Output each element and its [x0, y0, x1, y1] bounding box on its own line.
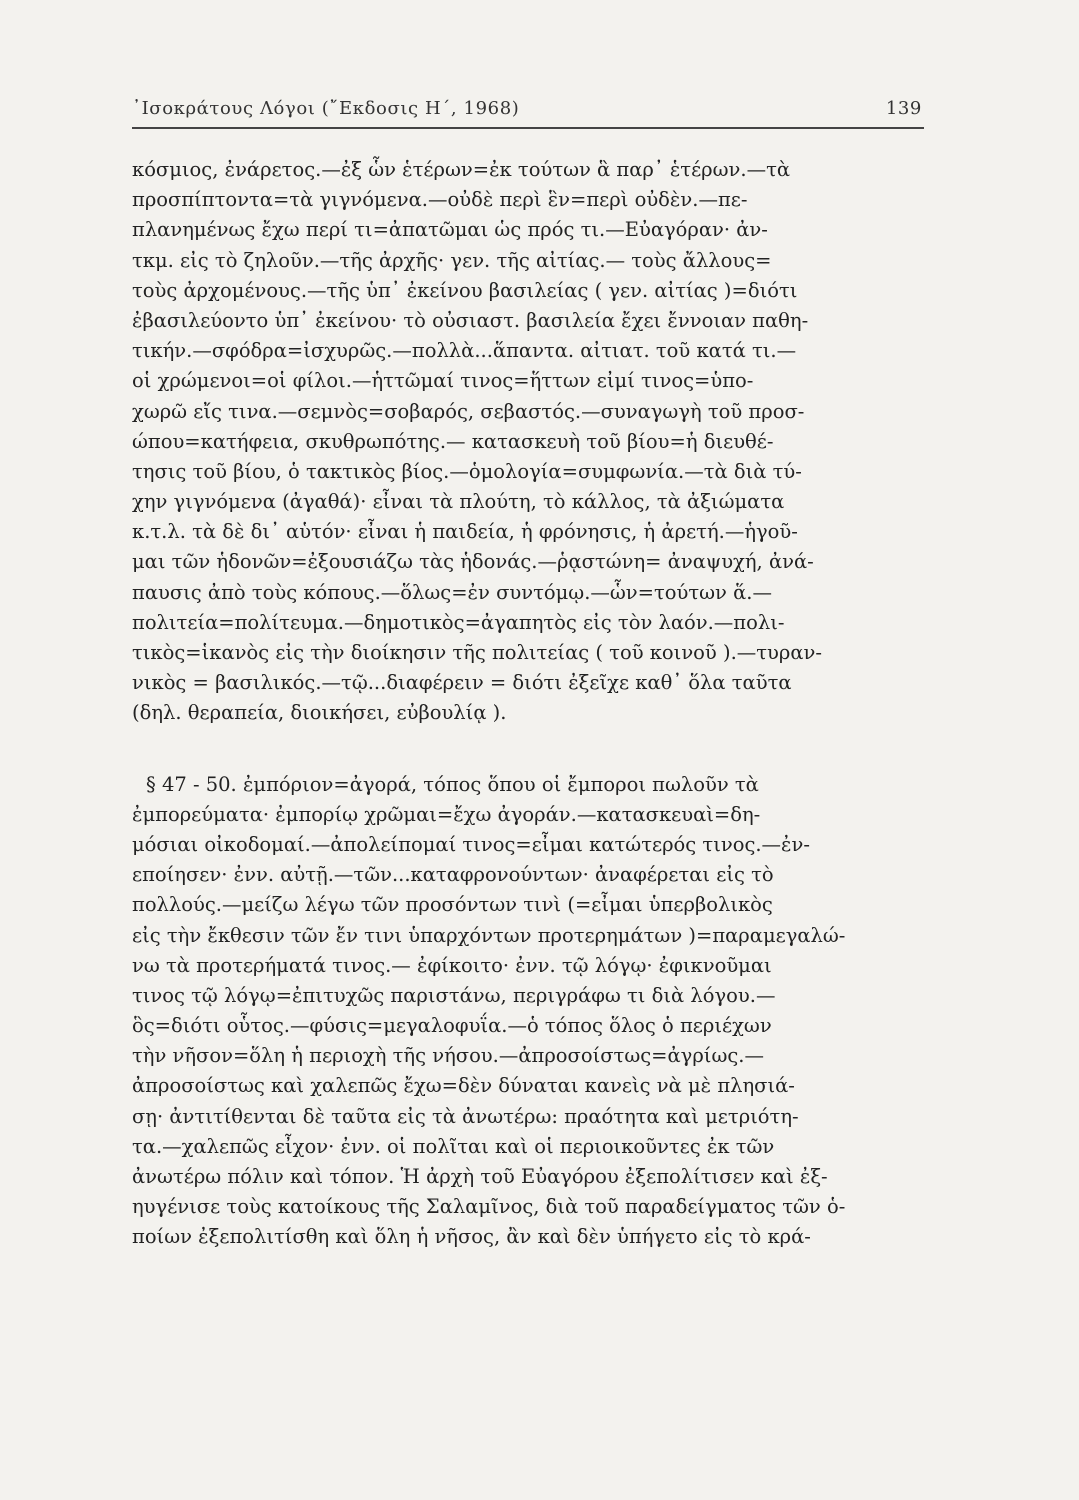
paragraph-gap [132, 729, 932, 770]
text-line: οἱ χρώμενοι=οἱ φίλοι.—ἡττῶμαί τινος=ἥττων εἰμί τινος=ὑπο- [132, 369, 754, 393]
section-heading-line: § 47 - 50. ἐμπόριον=ἀγορά, τόπος ὅπου οἱ ἔμποροι πωλοῦν τὰ [146, 772, 759, 796]
text-line: πολιτεία=πολίτευμα.—δημοτικὸς=ἀγαπητὸς εἰς τὸν λαόν.—πολι- [132, 610, 785, 634]
text-line: τινος τῷ λόγῳ=ἐπιτυχῶς παριστάνω, περιγράφω τι διὰ λόγου.— [132, 983, 776, 1007]
text-line: τκμ. εἰς τὸ ζηλοῦν.—τῆς ἀρχῆς· γεν. τῆς αἰτίας.— τοὺς ἄλλους= [132, 248, 772, 272]
text-line: (δηλ. θεραπεία, διοικήσει, εὐβουλίᾳ ). [132, 701, 507, 725]
text-line: κόσμιος, ἐνάρετος.—ἐξ ὧν ἑτέρων=ἐκ τούτων ἃ παρ᾽ ἑτέρων.—τὰ [132, 158, 791, 181]
commentary-body [132, 155, 932, 1253]
text-line: τικήν.—σφόδρα=ἰσχυρῶς.—πολλὰ...ἅπαντα. αἰτιατ. τοῦ κατά τι.— [132, 339, 797, 363]
header-title: ᾽Ισοκράτους Λόγοι (῎Εκδοσις Η΄, 1968) [132, 98, 520, 119]
text-line: ποίων ἐξεπολιτίσθη καὶ ὅλη ἡ νῆσος, ἂν καὶ δὲν ὑπήγετο εἰς τὸ κρά- [132, 1225, 811, 1249]
text-line: τησις τοῦ βίου, ὁ τακτικὸς βίος.—ὁμολογία=συμφωνία.—τὰ διὰ τύ- [132, 459, 802, 483]
text-line: εἰς τὴν ἔκθεσιν τῶν ἔν τινι ὑπαρχόντων προτερημάτων )=παραμεγαλώ- [132, 923, 846, 947]
text-line: μαι τῶν ἡδονῶν=ἐξουσιάζω τὰς ἡδονάς.—ῥᾳστώνη= ἀναψυχή, ἀνά- [132, 550, 814, 574]
text-line: τὴν νῆσον=ὅλη ἡ περιοχὴ τῆς νήσου.—ἀπροσοίστως=ἀγρίως.— [132, 1044, 764, 1068]
text-line: χωρῶ εἴς τινα.—σεμνὸς=σοβαρός, σεβαστός.—συναγωγὴ τοῦ προσ- [132, 399, 805, 423]
text-line: τοὺς ἀρχομένους.—τῆς ὑπ᾽ ἐκείνου βασιλείας ( γεν. αἰτίας )=διότι [132, 278, 798, 302]
text-line: ἐβασιλεύοντο ὑπ᾽ ἐκείνου· τὸ οὐσιαστ. βασιλεία ἔχει ἔννοιαν παθη- [132, 308, 809, 332]
text-line: ὃς=διότι οὗτος.—φύσις=μεγαλοφυΐα.—ὁ τόπος ὅλος ὁ περιέχων [132, 1014, 772, 1038]
text-line: πολλούς.—μείζω λέγω τῶν προσόντων τινὶ (=εἶμαι ὑπερβολικὸς [132, 893, 773, 917]
text-line: χην γιγνόμενα (ἀγαθά)· εἶναι τὰ πλούτη, τὸ κάλλος, τὰ ἀξιώματα [132, 490, 785, 514]
text-line: κ.τ.λ. τὰ δὲ δι᾽ αὑτόν· εἶναι ἡ παιδεία, ἡ φρόνησις, ἡ ἀρετή.—ἡγοῦ- [132, 520, 798, 544]
text-line: ἀνωτέρω πόλιν καὶ τόπον. Ἡ ἀρχὴ τοῦ Εὐαγόρου ἐξεπολίτισεν καὶ ἐξ- [132, 1165, 828, 1188]
text-line: τικὸς=ἱκανὸς εἰς τὴν διοίκησιν τῆς πολιτείας ( τοῦ κοινοῦ ).—τυραν- [132, 641, 822, 664]
paragraph-1 [132, 155, 932, 729]
header-rule [132, 127, 924, 129]
text-line: νω τὰ προτερήματά τινος.— ἐφίκοιτο· ἐνν. τῷ λόγῳ· ἐφικνοῦμαι [132, 953, 772, 977]
text-line: ηυγένισε τοὺς κατοίκους τῆς Σαλαμῖνος, διὰ τοῦ παραδείγματος τῶν ὁ- [132, 1195, 846, 1219]
running-header [132, 98, 922, 119]
text-line: μόσιαι οἰκοδομαί.—ἀπολείπομαί τινος=εἶμαι κατώτερός τινος.—ἐν- [132, 832, 810, 856]
text-line: παυσις ἀπὸ τοὺς κόπους.—ὅλως=ἐν συντόμῳ.—ὧν=τούτων ἅ.— [132, 580, 772, 604]
text-line: εποίησεν· ἐνν. αὐτῇ.—τῶν...καταφρονούντων· ἀναφέρεται εἰς τὸ [132, 863, 774, 887]
text-line: νικὸς = βασιλικός.—τῷ...διαφέρειν = διότι ἐξεῖχε καθ᾽ ὅλα ταῦτα [132, 671, 792, 695]
text-line: ἀπροσοίστως καὶ χαλεπῶς ἔχω=δὲν δύναται κανεὶς νὰ μὲ πλησιά- [132, 1074, 795, 1098]
paragraph-2 [132, 770, 932, 1253]
text-line: ώπου=κατήφεια, σκυθρωπότης.— κατασκευὴ τοῦ βίου=ἡ διευθέ- [132, 429, 774, 453]
text-line: προσπίπτοντα=τὰ γιγνόμενα.—οὐδὲ περὶ ἓν=περὶ οὐδὲν.—πε- [132, 188, 748, 212]
text-line: σῃ· ἀντιτίθενται δὲ ταῦτα εἰς τὰ ἀνωτέρω: πραότητα καὶ μετριότη- [132, 1104, 799, 1128]
text-line: πλανημένως ἔχω περί τι=ἀπατῶμαι ὡς πρός τι.—Εὐαγόραν· ἀν- [132, 218, 768, 242]
page-number: 139 [885, 98, 922, 119]
text-line: ἐμπορεύματα· ἐμπορίῳ χρῶμαι=ἔχω ἀγοράν.—κατασκευαὶ=δη- [132, 802, 761, 826]
text-line: τα.—χαλεπῶς εἶχον· ἐνν. οἱ πολῖται καὶ οἱ περιοικοῦντες ἐκ τῶν [132, 1134, 775, 1158]
